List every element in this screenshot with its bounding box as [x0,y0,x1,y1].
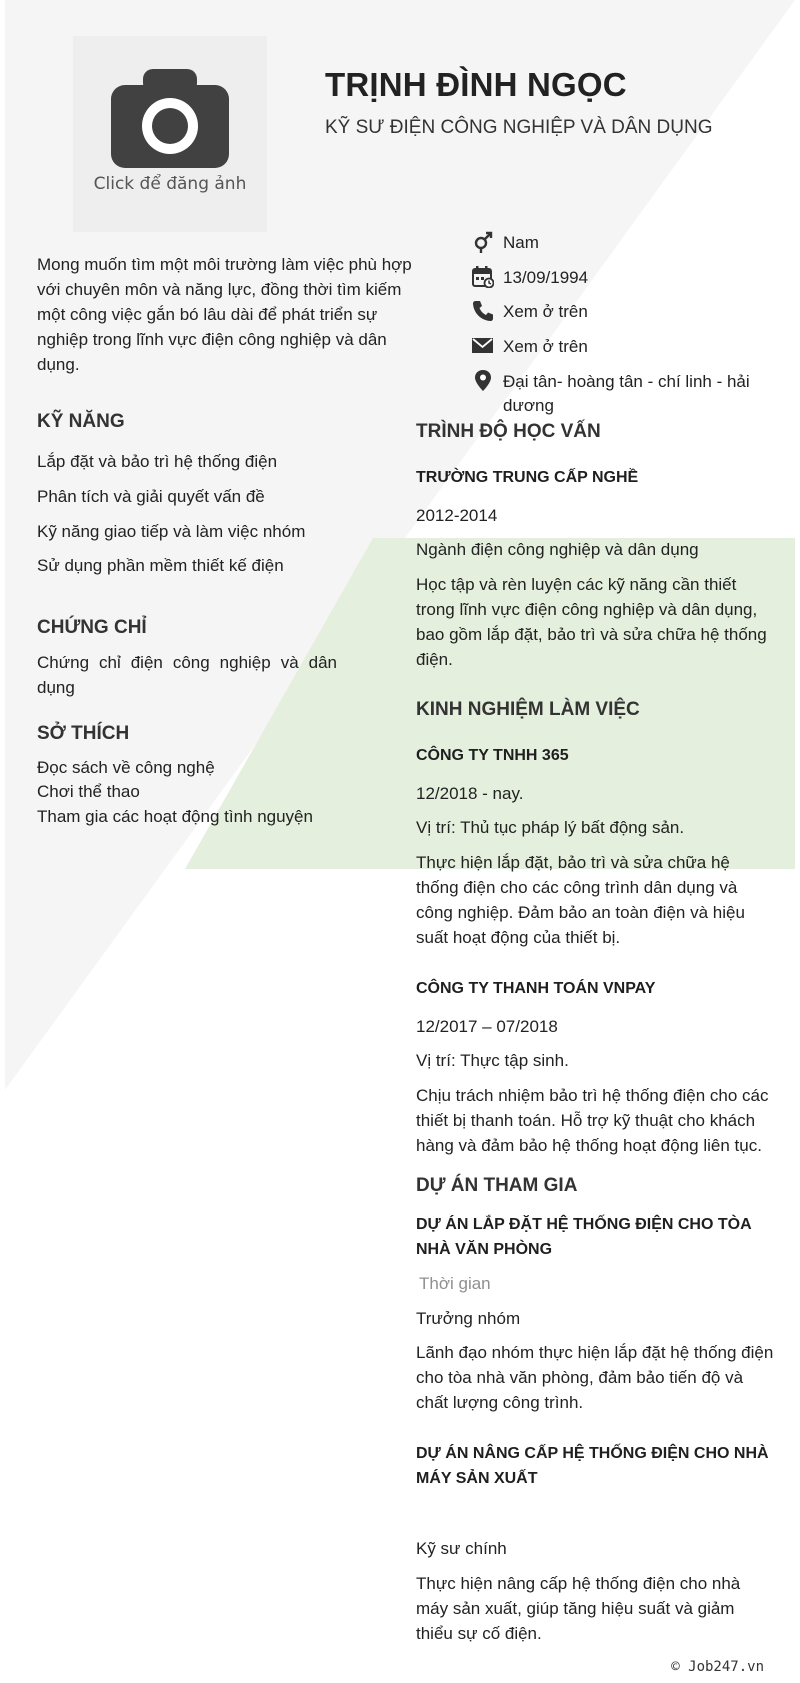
job-company: CÔNG TY THANH TOÁN VNPAY [416,980,656,997]
hobby-item: Tham gia các hoạt động tình nguyện [37,807,313,826]
project-description: Lãnh đạo nhóm thực hiện lắp đặt hệ thống điện cho tòa nhà văn phòng, đảm bảo tiến độ và chất lượng công trình. [416,1343,774,1412]
birthday-value: 13/09/1994 [503,268,589,287]
info-gender [472,231,752,257]
hobby-item: Đọc sách về công nghệ [37,758,215,777]
education-period: 2012-2014 [416,506,498,525]
hobbies-heading: SỞ THÍCH [37,723,130,744]
address-value: Đại tân- hoàng tân - chí linh - hải dương [503,372,750,415]
job-description: Thực hiện lắp đặt, bảo trì và sửa chữa hệ thống điện cho các công trình dân dụng và công nghiệp. Đảm bảo an toàn điện và hiệu suất hoạt động của thiết bị. [416,853,745,947]
education-description: Học tập và rèn luyện các kỹ năng cần thiết trong lĩnh vực điện công nghiệp và dân dụng, bao gồm lắp đặt, bảo trì và sửa chữa hệ thống điện. [416,575,767,669]
camera-icon [111,63,229,171]
job-position: Vị trí: Thủ tục pháp lý bất động sản. [416,818,685,837]
project-role: Trưởng nhóm [416,1309,521,1328]
skill-item: Kỹ năng giao tiếp và làm việc nhóm [37,522,306,541]
job-period: 12/2018 - nay. [416,784,524,803]
phone-icon [472,300,494,322]
job-company: CÔNG TY TNHH 365 [416,747,569,764]
info-address [472,370,752,420]
gender-icon [472,231,494,253]
project-time-field[interactable]: Thời gian [419,1274,491,1293]
project-role: Kỹ sư chính [416,1539,507,1558]
project-description: Thực hiện nâng cấp hệ thống điện cho nhà máy sản xuất, giúp tăng hiệu suất và giảm thiểu sự cố điện. [416,1574,741,1643]
education-heading: TRÌNH ĐỘ HỌC VẤN [416,421,601,442]
candidate-name: TRỊNH ĐÌNH NGỌC [325,66,627,103]
info-phone [472,300,752,326]
photo-caption: Click để đăng ảnh [93,174,247,194]
gender-value: Nam [503,233,539,252]
certificate-item: Chứng chỉ điện công nghiệp và dân dụng [37,653,337,697]
job-period: 12/2017 – 07/2018 [416,1017,558,1036]
email-value: Xem ở trên [503,337,588,356]
location-pin-icon [472,370,494,392]
job-position: Vị trí: Thực tập sinh. [416,1051,569,1070]
projects-heading: DỰ ÁN THAM GIA [416,1175,578,1196]
certificates-heading: CHỨNG CHỈ [37,617,147,638]
project-name: DỰ ÁN LẮP ĐẶT HỆ THỐNG ĐIỆN CHO TÒA NHÀ VĂN PHÒNG [416,1216,752,1258]
skill-item: Phân tích và giải quyết vấn đề [37,487,265,506]
job-description: Chịu trách nhiệm bảo trì hệ thống điện cho các thiết bị thanh toán. Hỗ trợ kỹ thuật cho khách hàng và đảm bảo hệ thống hoạt động liên tục. [416,1086,769,1155]
email-icon [472,335,494,357]
education-major: Ngành điện công nghiệp và dân dụng [416,540,699,559]
hobby-item: Chơi thể thao [37,782,140,801]
calendar-icon [472,266,494,288]
photo-upload[interactable] [73,36,267,232]
skill-item: Lắp đặt và bảo trì hệ thống điện [37,452,278,471]
watermark: © Job247.vn [671,1659,764,1675]
skills-heading: KỸ NĂNG [37,411,125,432]
phone-value: Xem ở trên [503,302,588,321]
career-objective: Mong muốn tìm một môi trường làm việc phù hợp với chuyên môn và năng lực, đồng thời tìm kiếm một công việc gắn bó lâu dài để phát triển sự nghiệp trong lĩnh vực điện công nghiệp và dân dụng. [37,255,412,374]
skill-item: Sử dụng phần mềm thiết kế điện [37,556,284,575]
school-name: TRƯỜNG TRUNG CẤP NGHỀ [416,469,639,486]
info-email [472,335,752,361]
experience-heading: KINH NGHIỆM LÀM VIỆC [416,699,640,720]
job-title: KỸ SƯ ĐIỆN CÔNG NGHIỆP VÀ DÂN DỤNG [325,117,713,138]
info-birthday [472,266,752,292]
project-name: DỰ ÁN NÂNG CẤP HỆ THỐNG ĐIỆN CHO NHÀ MÁY SẢN XUẤT [416,1445,769,1487]
